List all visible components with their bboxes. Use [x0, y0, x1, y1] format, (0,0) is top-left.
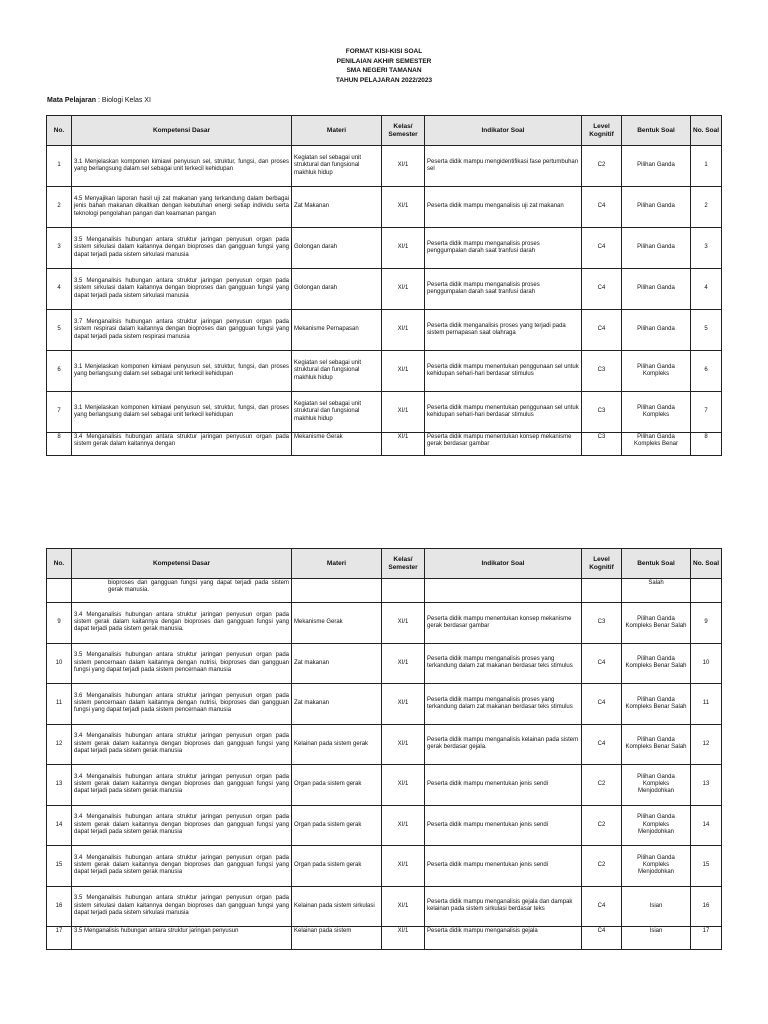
cell-no: 5	[47, 310, 72, 351]
cell-bentuk-soal: Pilihan Ganda Kompleks Benar Salah	[622, 643, 691, 684]
cell-kompetensi-dasar: 3.1 Menjelaskan komponen kimiawi penyusun sel, struktur, fungsi, dan proses yang berlangsung dalam sel sebagai unit terkecil kehidupan	[72, 351, 292, 392]
table-row	[47, 684, 722, 725]
col-header-no-soal: No. Soal	[691, 116, 722, 146]
table-row	[47, 765, 722, 806]
cell-indikator-soal: Peserta didik mampu menentukan penggunaan sel untuk kehidupan sehari-hari berdasar stimulus	[425, 392, 582, 433]
cell-indikator-soal: Peserta didik mampu menganalisis proses yang terkandung dalam zat makanan berdasar teks stimulus	[425, 643, 582, 684]
cell-indikator-soal: Peserta didik mampu menganalisis gejala	[425, 927, 582, 950]
cell-level-kognitif: C4	[582, 684, 622, 725]
cell-materi: Kegiatan sel sebagai unit struktural dan fungsional makhluk hidup	[292, 392, 382, 433]
cell-kompetensi-dasar: 3.5 Menganalisis hubungan antara struktur jaringan penyusun organ pada sistem sirkulasi dalam kaitannya dengan bioproses dan gangguan fungsi yang dapat terjadi pada sistem sirkulasi manusia	[72, 269, 292, 310]
cell-no-soal: 2	[691, 187, 722, 228]
col-header-kompetensi-dasar: Kompetensi Dasar	[72, 116, 292, 146]
cell-materi: Organ pada sistem gerak	[292, 805, 382, 846]
cell-indikator-soal: Peserta didik mampu menganalisis uji zat makanan	[425, 187, 582, 228]
header-title: FORMAT KISI-KISI SOAL	[345, 48, 423, 55]
cell-level-kognitif	[582, 579, 622, 603]
cell-kelas-semester: XI/1	[382, 433, 425, 456]
cell-indikator-soal: Peserta didik menganalisis proses yang terjadi pada sistem pernapasan saat olahraga	[425, 310, 582, 351]
cell-bentuk-soal: Salah	[622, 579, 691, 603]
cell-level-kognitif: C4	[582, 310, 622, 351]
cell-bentuk-soal: Pilihan Ganda Kompleks Benar	[622, 433, 691, 456]
table-row	[47, 846, 722, 887]
cell-materi: Mekanisme Gerak	[292, 433, 382, 456]
col-header-no: No.	[47, 549, 72, 579]
cell-materi: Zat makanan	[292, 684, 382, 725]
cell-bentuk-soal: Pilihan Ganda Kompleks	[622, 392, 691, 433]
cell-no: 16	[47, 886, 72, 927]
cell-no-soal: 5	[691, 310, 722, 351]
cell-kelas-semester: XI/1	[382, 351, 425, 392]
subject-line	[47, 97, 151, 104]
col-header-materi: Materi	[292, 116, 382, 146]
col-header-no: No.	[47, 116, 72, 146]
cell-kompetensi-dasar: 3.4 Menganalisis hubungan antara struktur jaringan penyusun organ pada sistem gerak dalam kaitannya dengan bioproses dan gangguan fungsi yang dapat terjadi pada sistem gerak manusia.	[72, 603, 292, 644]
cell-materi: Golongan darah	[292, 269, 382, 310]
cell-level-kognitif: C2	[582, 146, 622, 187]
cell-no	[47, 579, 72, 603]
cell-no-soal: 13	[691, 765, 722, 806]
col-header-bentuk-soal: Bentuk Soal	[622, 116, 691, 146]
table-row	[47, 228, 722, 269]
cell-kompetensi-dasar: 3.5 Menganalisis hubungan antara struktur jaringan penyusun organ pada sistem sirkulasi dalam kaitannya dengan bioproses dan gangguan fungsi yang dapat terjadi pada sistem sirkulasi manusia	[72, 886, 292, 927]
col-header-level-kognitif: Level Kognitif	[582, 549, 622, 579]
table-row	[47, 146, 722, 187]
cell-no: 7	[47, 392, 72, 433]
cell-indikator-soal: Peserta didik mampu mengidentifikasi fase pertumbuhan sel	[425, 146, 582, 187]
cell-no: 2	[47, 187, 72, 228]
table-row	[47, 603, 722, 644]
kisi-kisi-table-page-1	[46, 115, 722, 456]
cell-no-soal: 1	[691, 146, 722, 187]
cell-kelas-semester: XI/1	[382, 146, 425, 187]
cell-kelas-semester: XI/1	[382, 228, 425, 269]
cell-level-kognitif: C4	[582, 886, 622, 927]
cell-bentuk-soal: Pilihan Ganda Kompleks Benar Salah	[622, 724, 691, 765]
cell-no: 9	[47, 603, 72, 644]
cell-no: 6	[47, 351, 72, 392]
cell-kelas-semester	[382, 579, 425, 603]
cell-indikator-soal: Peserta didik mampu menganalisis kelainan pada sistem gerak berdasar gejala.	[425, 724, 582, 765]
table-row	[47, 643, 722, 684]
cell-bentuk-soal: Isian	[622, 886, 691, 927]
col-header-kelas-semester: Kelas/ Semester	[382, 116, 425, 146]
cell-bentuk-soal: Pilihan Ganda Kompleks Menjodohkan	[622, 805, 691, 846]
cell-no: 14	[47, 805, 72, 846]
cell-kelas-semester: XI/1	[382, 805, 425, 846]
cell-kompetensi-dasar: 3.4 Menganalisis hubungan antara struktur jaringan penyusun organ pada sistem gerak dalam kaitannya dengan	[72, 433, 292, 456]
cell-kelas-semester: XI/1	[382, 684, 425, 725]
cell-kompetensi-dasar: 4.5 Menyajikan laporan hasil uji zat makanan yang terkandung dalam berbagai jenis bahan makanan dikaitkan dengan kebutuhan energi setiap individu serta teknologi pengolahan pangan dan keamanan pangan	[72, 187, 292, 228]
cell-materi: Kegiatan sel sebagai unit struktural dan fungsional makhluk hidup	[292, 146, 382, 187]
cell-no-soal: 16	[691, 886, 722, 927]
cell-kelas-semester: XI/1	[382, 886, 425, 927]
table-row	[47, 886, 722, 927]
header-exam: PENILAIAN AKHIR SEMESTER	[336, 57, 432, 65]
cell-kompetensi-dasar: 3.1 Menjelaskan komponen kimiawi penyusun sel, struktur, fungsi, dan proses yang berlangsung dalam sel sebagai unit terkecil kehidupan	[72, 392, 292, 433]
cell-kompetensi-dasar: bioproses dan gangguan fungsi yang dapat terjadi pada sistem gerak manusia.	[72, 579, 292, 603]
cell-kompetensi-dasar: 3.4 Menganalisis hubungan antara struktur jaringan penyusun organ pada sistem gerak dalam kaitannya dengan bioproses dan gangguan fungsi yang dapat terjadi pada sistem gerak manusia	[72, 846, 292, 887]
cell-level-kognitif: C4	[582, 269, 622, 310]
cell-bentuk-soal: Pilihan Ganda	[622, 310, 691, 351]
cell-kompetensi-dasar: 3.4 Menganalisis hubungan antara struktur jaringan penyusun organ pada sistem gerak dalam kaitannya dengan bioproses dan gangguan fungsi yang dapat terjadi pada sistem gerak manusia	[72, 765, 292, 806]
cell-indikator-soal: Peserta didik mampu menganalisis gejala dan dampak kelainan pada sistem sirkulasi berdasar teks	[425, 886, 582, 927]
cell-materi: Kelainan pada sistem gerak	[292, 724, 382, 765]
cell-level-kognitif: C3	[582, 603, 622, 644]
cell-no-soal: 6	[691, 351, 722, 392]
col-header-level-kognitif: Level Kognitif	[582, 116, 622, 146]
cell-no-soal: 12	[691, 724, 722, 765]
cell-no-soal: 11	[691, 684, 722, 725]
cell-kelas-semester: XI/1	[382, 269, 425, 310]
cell-materi: Organ pada sistem gerak	[292, 846, 382, 887]
cell-kelas-semester: XI/1	[382, 846, 425, 887]
cell-no: 10	[47, 643, 72, 684]
table-row	[47, 724, 722, 765]
cell-no-soal	[691, 579, 722, 603]
cell-no-soal: 17	[691, 927, 722, 950]
cell-no: 13	[47, 765, 72, 806]
cell-kompetensi-dasar: 3.6 Menganalisis hubungan antara struktur jaringan penyusun organ pada sistem pencernaan dalam kaitannya dengan nutrisi, bioproses dan gangguan fungsi yang dapat terjadi pada sistem pencernaan manusia	[72, 684, 292, 725]
cell-indikator-soal: Peserta didik mampu menentukan penggunaan sel untuk kehidupan sehari-hari berdasar stimulus	[425, 351, 582, 392]
cell-bentuk-soal: Pilihan Ganda	[622, 269, 691, 310]
cell-kelas-semester: XI/1	[382, 392, 425, 433]
cell-no-soal: 3	[691, 228, 722, 269]
cell-kelas-semester: XI/1	[382, 927, 425, 950]
cell-kelas-semester: XI/1	[382, 603, 425, 644]
cell-kompetensi-dasar: 3.7 Menganalisis hubungan antara struktur jaringan penyusun organ pada sistem respirasi dalam kaitannya dengan bioproses dan gangguan fungsi yang dapat terjadi pada sistem respirasi manusia	[72, 310, 292, 351]
table-row	[47, 351, 722, 392]
cell-kelas-semester: XI/1	[382, 187, 425, 228]
cell-indikator-soal: Peserta didik mampu menentukan jenis sendi	[425, 765, 582, 806]
cell-kompetensi-dasar: 3.4 Menganalisis hubungan antara struktur jaringan penyusun organ pada sistem gerak dalam kaitannya dengan bioproses dan gangguan fungsi yang dapat terjadi pada sistem gerak manusia	[72, 724, 292, 765]
cell-no-soal: 15	[691, 846, 722, 887]
cell-indikator-soal: Peserta didik mampu menentukan konsep mekanisme gerak berdasar gambar	[425, 603, 582, 644]
cell-bentuk-soal: Pilihan Ganda Kompleks Menjodohkan	[622, 765, 691, 806]
cell-bentuk-soal: Pilihan Ganda	[622, 228, 691, 269]
table-row	[47, 805, 722, 846]
cell-materi: Kegiatan sel sebagai unit struktural dan fungsional makhluk hidup	[292, 351, 382, 392]
cell-kompetensi-dasar: 3.1 Menjelaskan komponen kimiawi penyusun sel, struktur, fungsi, dan proses yang berlangsung dalam sel sebagai unit terkecil kehidupan	[72, 146, 292, 187]
cell-level-kognitif: C4	[582, 724, 622, 765]
table-row	[47, 269, 722, 310]
cell-indikator-soal: Peserta didik mampu menentukan konsep mekanisme gerak berdasar gambar	[425, 433, 582, 456]
cell-indikator-soal: Peserta didik mampu menganalisis proses penggumpalan darah saat tranfusi darah	[425, 228, 582, 269]
cell-level-kognitif: C4	[582, 643, 622, 684]
table-row	[47, 310, 722, 351]
cell-kompetensi-dasar: 3.5 Menganalisis hubungan antara struktur jaringan penyusun	[72, 927, 292, 950]
header-school: SMA NEGERI TAMANAN	[346, 67, 422, 74]
cell-kelas-semester: XI/1	[382, 724, 425, 765]
cell-kompetensi-dasar: 3.5 Menganalisis hubungan antara struktur jaringan penyusun organ pada sistem pencernaan dalam kaitannya dengan nutrisi, bioproses dan gangguan fungsi yang dapat terjadi pada sistem pencernaan manusia	[72, 643, 292, 684]
cell-level-kognitif: C4	[582, 187, 622, 228]
cell-indikator-soal: Peserta didik mampu menentukan jenis sendi	[425, 805, 582, 846]
document-header	[0, 47, 768, 85]
cell-level-kognitif: C4	[582, 228, 622, 269]
table-row	[47, 433, 722, 456]
cell-level-kognitif: C4	[582, 927, 622, 950]
cell-no: 12	[47, 724, 72, 765]
cell-kelas-semester: XI/1	[382, 765, 425, 806]
cell-kelas-semester: XI/1	[382, 310, 425, 351]
cell-no: 17	[47, 927, 72, 950]
cell-bentuk-soal: Pilihan Ganda Kompleks Benar Salah	[622, 684, 691, 725]
cell-no: 8	[47, 433, 72, 456]
cell-no: 1	[47, 146, 72, 187]
col-header-materi: Materi	[292, 549, 382, 579]
table-row	[47, 927, 722, 950]
col-header-kelas-semester: Kelas/ Semester	[382, 549, 425, 579]
col-header-indikator-soal: Indikator Soal	[425, 116, 582, 146]
cell-bentuk-soal: Pilihan Ganda Kompleks Menjodohkan	[622, 846, 691, 887]
cell-level-kognitif: C2	[582, 805, 622, 846]
subject-value: : Biologi Kelas XI	[97, 97, 151, 104]
table-header-row	[47, 116, 722, 146]
cell-indikator-soal: Peserta didik mampu menentukan jenis sendi	[425, 846, 582, 887]
cell-no-soal: 14	[691, 805, 722, 846]
table-row-continuation	[47, 579, 722, 603]
cell-bentuk-soal: Isian	[622, 927, 691, 950]
cell-kelas-semester: XI/1	[382, 643, 425, 684]
cell-materi: Kelainan pada sistem	[292, 927, 382, 950]
cell-bentuk-soal: Pilihan Ganda	[622, 146, 691, 187]
cell-indikator-soal	[425, 579, 582, 603]
cell-level-kognitif: C2	[582, 765, 622, 806]
table-row	[47, 187, 722, 228]
cell-materi: Organ pada sistem gerak	[292, 765, 382, 806]
cell-no-soal: 4	[691, 269, 722, 310]
header-year: TAHUN PELAJARAN 2022/2023	[335, 76, 433, 84]
cell-no-soal: 9	[691, 603, 722, 644]
col-header-indikator-soal: Indikator Soal	[425, 549, 582, 579]
col-header-kompetensi-dasar: Kompetensi Dasar	[72, 549, 292, 579]
cell-materi: Zat makanan	[292, 643, 382, 684]
cell-kompetensi-dasar: 3.5 Menganalisis hubungan antara struktur jaringan penyusun organ pada sistem sirkulasi dalam kaitannya dengan bioproses dan gangguan fungsi yang dapat terjadi pada sistem sirkulasi manusia	[72, 228, 292, 269]
cell-materi	[292, 579, 382, 603]
cell-indikator-soal: Peserta didik mampu menganalisis proses yang terkandung dalam zat makanan berdasar teks stimulus	[425, 684, 582, 725]
col-header-no-soal: No. Soal	[691, 549, 722, 579]
cell-level-kognitif: C3	[582, 351, 622, 392]
cell-no-soal: 8	[691, 433, 722, 456]
subject-label: Mata Pelajaran	[47, 97, 97, 104]
cell-no: 11	[47, 684, 72, 725]
cell-kompetensi-dasar: 3.4 Menganalisis hubungan antara struktur jaringan penyusun organ pada sistem gerak dalam kaitannya dengan bioproses dan gangguan fungsi yang dapat terjadi pada sistem gerak manusia	[72, 805, 292, 846]
table-row	[47, 392, 722, 433]
kisi-kisi-table-page-2	[46, 548, 722, 950]
cell-materi: Golongan darah	[292, 228, 382, 269]
cell-bentuk-soal: Pilihan Ganda Kompleks Benar Salah	[622, 603, 691, 644]
cell-level-kognitif: C3	[582, 433, 622, 456]
col-header-bentuk-soal: Bentuk Soal	[622, 549, 691, 579]
cell-materi: Zat Makanan	[292, 187, 382, 228]
cell-materi: Mekanisme Pernapasan	[292, 310, 382, 351]
cell-no-soal: 7	[691, 392, 722, 433]
table-header-row	[47, 549, 722, 579]
cell-bentuk-soal: Pilihan Ganda	[622, 187, 691, 228]
cell-materi: Mekanisme Gerak	[292, 603, 382, 644]
cell-bentuk-soal: Pilihan Ganda Kompleks	[622, 351, 691, 392]
cell-indikator-soal: Peserta didik mampu menganalisis proses penggumpalan darah saat tranfusi darah	[425, 269, 582, 310]
cell-no: 15	[47, 846, 72, 887]
cell-no-soal: 10	[691, 643, 722, 684]
cell-level-kognitif: C2	[582, 846, 622, 887]
cell-materi: Kelainan pada sistem sirkulasi	[292, 886, 382, 927]
cell-level-kognitif: C3	[582, 392, 622, 433]
cell-no: 3	[47, 228, 72, 269]
cell-no: 4	[47, 269, 72, 310]
